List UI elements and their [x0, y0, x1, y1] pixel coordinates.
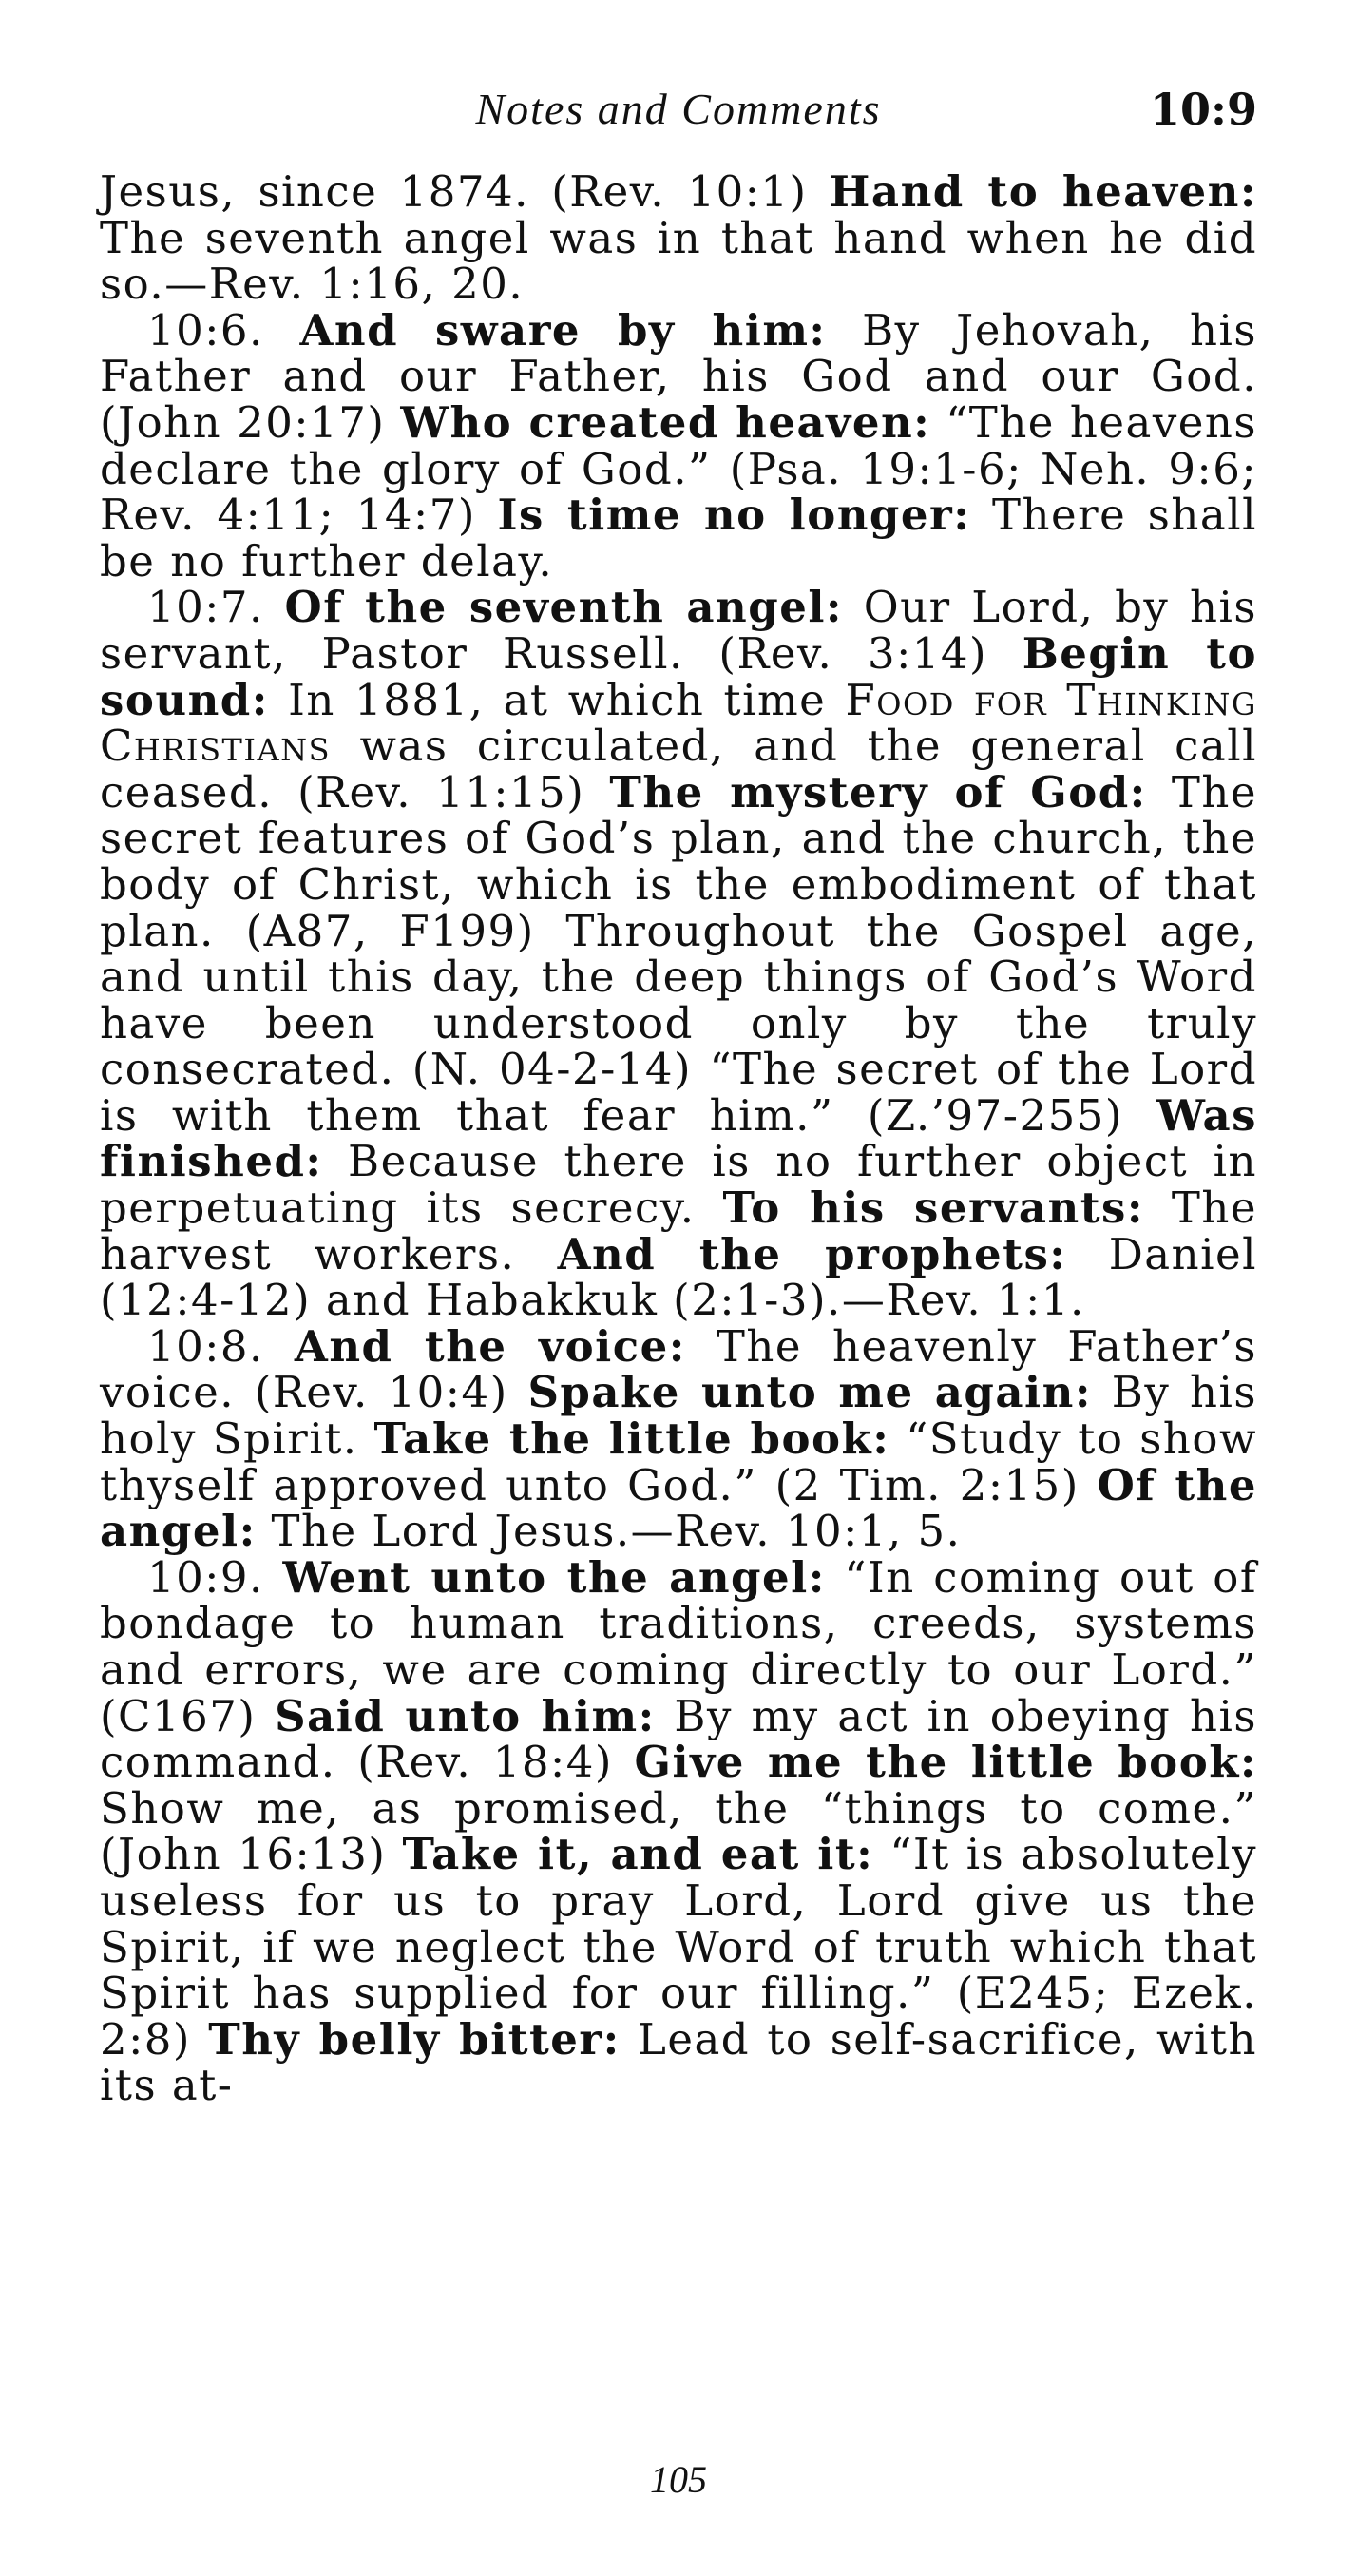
- verse-reference: 10:9: [1149, 84, 1257, 135]
- commentary-run: By my act in obeying his command. (Rev. 18:4): [100, 1690, 1257, 1788]
- entry-heading: Of the angel:: [100, 1459, 1257, 1557]
- commentary-run: 10:8.: [147, 1320, 295, 1372]
- entry-heading: Is time no longer:: [497, 490, 971, 541]
- commentary-run: The Lord Jesus.—Rev. 10:1, 5.: [256, 1506, 962, 1557]
- entry-heading: And the voice:: [294, 1320, 686, 1372]
- page-number: 105: [650, 2458, 707, 2501]
- commentary-run: 10:9.: [147, 1551, 283, 1603]
- commentary-run: “The heavens declare the glory of God.” (Psa. 19:1-6; Neh. 9:6; Rev. 4:11; 14:7): [100, 396, 1258, 541]
- entry-heading: Hand to heaven:: [829, 166, 1258, 217]
- commentary-run: “Study to show thyself approved unto God.” (2 Tim. 2:15): [100, 1413, 1257, 1510]
- entry-heading: Thy belly bitter:: [208, 2013, 621, 2065]
- entry-heading: And sware by him:: [299, 304, 827, 356]
- commentary-run: The secret features of God’s plan, and the church, the body of Christ, which is the embodiment of that plan. (A87, F199) Throughout the Gospel age, and until this day, the deep things of God’s Word have been understood only by the truly consecrated. (N. 04-2-14) “The secret of the Lord is with them that fear him.” (Z.’97-255): [100, 766, 1257, 1141]
- commentary-run: The seventh angel was in that hand when he did so.—Rev. 1:16, 20.: [100, 212, 1257, 310]
- commentary-run: Show me, as promised, the “things to come.” (John 16:13): [100, 1782, 1257, 1880]
- entry-heading: Went unto the angel:: [282, 1551, 826, 1603]
- commentary-run: In 1881, at which time: [268, 674, 846, 725]
- commentary-paragraph: [100, 582, 1257, 1326]
- commentary-paragraph: [100, 1320, 1257, 1557]
- entry-heading: The mystery of God:: [609, 766, 1147, 817]
- commentary-run: “It is absolutely useless for us to pray Lord, Lord give us the Spirit, if we neglect the Word of truth which that Spirit has supplied for our filling.” (E245; Ezek. 2:8): [100, 1829, 1257, 2065]
- commentary-run: Lead to self-sacrifice, with its at-: [100, 2013, 1257, 2111]
- commentary-text: [100, 166, 1258, 2111]
- commentary-run: 10:6.: [147, 304, 300, 356]
- commentary-run: The heavenly Father’s voice. (Rev. 10:4): [100, 1320, 1257, 1418]
- commentary-paragraph: [100, 166, 1258, 310]
- entry-heading: To his servants:: [722, 1182, 1144, 1234]
- entry-heading: Who created heaven:: [400, 396, 931, 448]
- commentary-run: The harvest workers.: [100, 1182, 1257, 1279]
- commentary-run: By his holy Spirit.: [100, 1367, 1257, 1465]
- entry-heading: Take it, and eat it:: [402, 1829, 874, 1880]
- book-title: Food for Thinking Christians: [100, 674, 1257, 772]
- commentary-run: Our Lord, by his servant, Pastor Russell. (Rev. 3:14): [100, 582, 1257, 679]
- commentary-run: There shall be no further delay.: [100, 490, 1257, 586]
- commentary-run: was circulated, and the general call ceased. (Rev. 11:15): [100, 721, 1257, 817]
- commentary-paragraph: [100, 304, 1258, 586]
- page-header: [100, 84, 1257, 150]
- commentary-paragraph: [100, 1551, 1257, 2111]
- entry-heading: Said unto him:: [275, 1690, 656, 1741]
- entry-heading: Spake unto me again:: [527, 1367, 1092, 1418]
- entry-heading: And the prophets:: [557, 1228, 1067, 1279]
- entry-heading: Give me the little book:: [634, 1737, 1257, 1788]
- entry-heading: Was finished:: [100, 1089, 1257, 1187]
- commentary-run: By Jehovah, his Father and our Father, his God and our God. (John 20:17): [100, 304, 1257, 448]
- entry-heading: Of the seventh angel:: [284, 582, 844, 633]
- entry-heading: Begin to sound:: [100, 627, 1257, 725]
- commentary-run: “In coming out of bondage to human traditions, creeds, systems and errors, we are coming directly to our Lord.” (C167): [100, 1551, 1257, 1741]
- commentary-run: 10:7.: [147, 582, 285, 633]
- running-title: Notes and Comments: [475, 85, 882, 133]
- entry-heading: Take the little book:: [373, 1413, 890, 1465]
- commentary-run: Because there is no further object in perpetuating its secrecy.: [100, 1136, 1257, 1234]
- commentary-run: Daniel (12:4-12) and Habakkuk (2:1-3).—Rev. 1:1.: [100, 1228, 1257, 1326]
- commentary-run: Jesus, since 1874. (Rev. 10:1): [100, 166, 830, 217]
